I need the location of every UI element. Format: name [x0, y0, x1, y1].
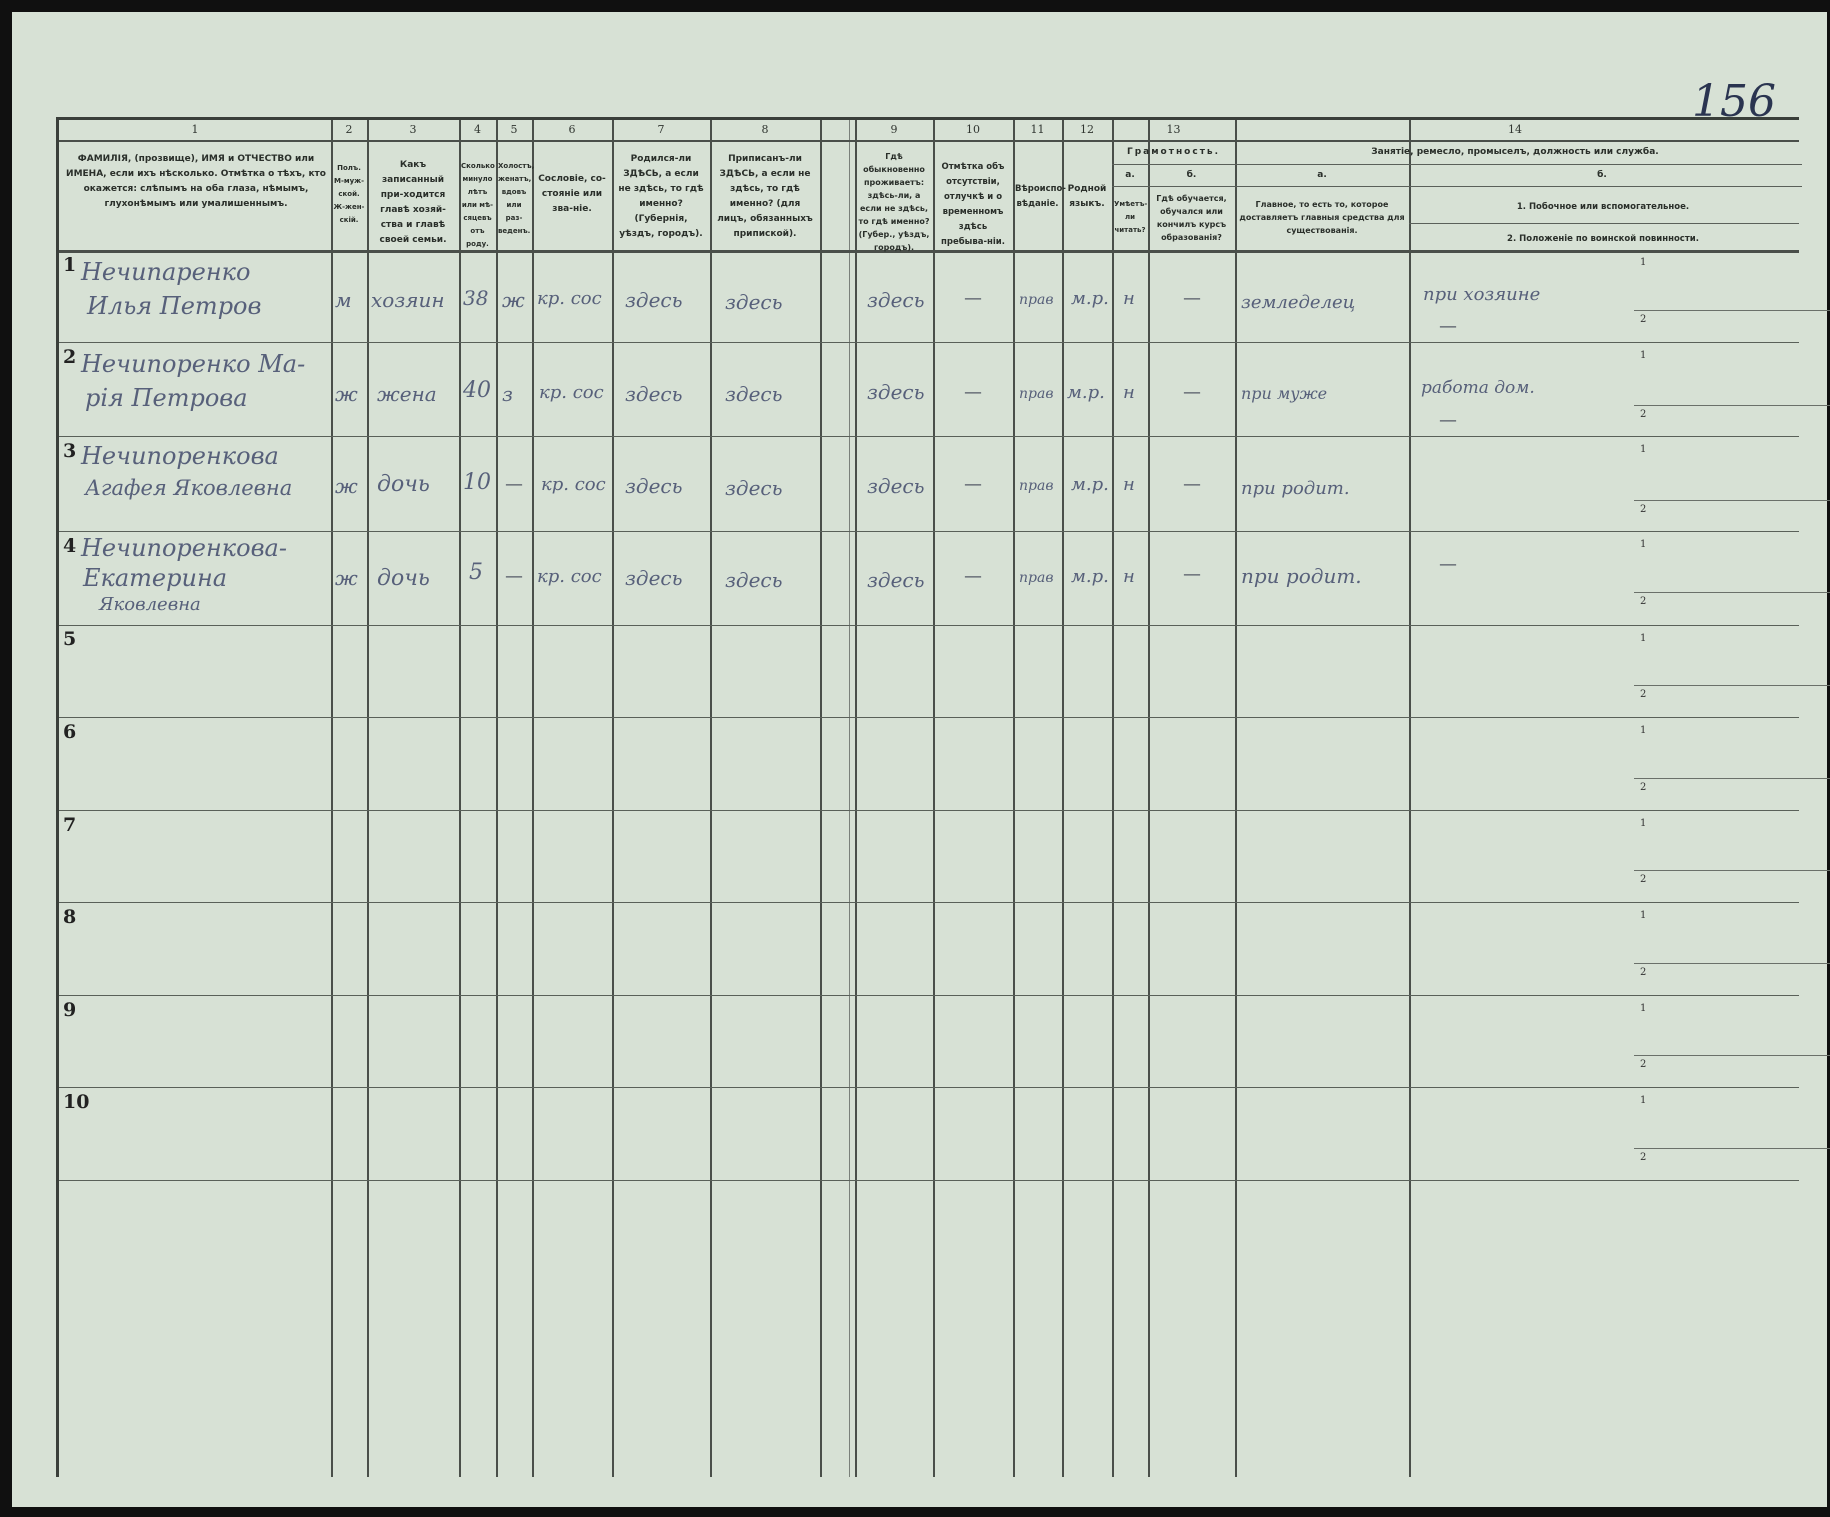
sub-row-label: 2	[1640, 782, 1647, 793]
entry-secondary-occupation: —	[1439, 554, 1457, 575]
entry-absence: —	[964, 474, 982, 495]
col-number-11: 11	[1030, 123, 1045, 136]
col-number-3: 3	[409, 123, 417, 136]
entry-literate: н	[1123, 474, 1135, 495]
header-resides: Гдѣ обыкновенно проживаетъ: здѣсь-ли, а если не здѣсь, то гдѣ именно? (Губер., уѣздъ, городъ).	[858, 152, 930, 252]
entry-sex: ж	[335, 382, 358, 406]
entry-marital: з	[502, 382, 513, 406]
col-number-10: 10	[966, 123, 980, 136]
entry-main-occupation: при муже	[1241, 384, 1328, 403]
entry-secondary-occupation: работа дом.	[1421, 378, 1535, 398]
header-military-status: 2. Положеніе по воинской повинности.	[1507, 234, 1699, 244]
header-literacy-b: б.	[1186, 170, 1197, 180]
sub-row-label: 2	[1640, 1152, 1647, 1163]
row-number: 9	[63, 999, 77, 1021]
entry-main-occupation: при родит.	[1241, 564, 1362, 588]
header-sex: Полъ. М-муж-ской. Ж-жен-скій.	[333, 164, 365, 224]
entry-name: Илья Петров	[87, 292, 262, 320]
col-number-14: 14	[1508, 123, 1522, 136]
census-sheet	[12, 12, 1827, 1507]
entry-education: —	[1183, 474, 1201, 495]
entry-name: Нечипоренкова	[81, 442, 279, 470]
entry-name: рія Петрова	[85, 384, 248, 412]
row-number: 8	[63, 906, 77, 928]
sub-row-label: 2	[1640, 967, 1647, 978]
entry-education: —	[1183, 382, 1201, 403]
entry-main-occupation: при родит.	[1241, 478, 1350, 499]
sub-row-label: 1	[1640, 444, 1647, 455]
col-number-6: 6	[568, 123, 576, 136]
entry-age: 10	[463, 470, 491, 495]
entry-sex: м	[335, 288, 352, 312]
entry-resides: здесь	[867, 474, 925, 498]
entry-ascribed: здесь	[725, 290, 783, 314]
entry-sex: ж	[335, 474, 358, 498]
col-number-1: 1	[191, 123, 199, 136]
entry-name: Нечипоренко Ма-	[81, 350, 306, 378]
entry-main-occupation: земледелец	[1241, 292, 1356, 313]
sub-row-label: 1	[1640, 257, 1647, 268]
entry-born: здесь	[625, 288, 683, 312]
sub-row-label: 1	[1640, 818, 1647, 829]
row-number: 2	[63, 346, 77, 368]
entry-absence: —	[964, 288, 982, 309]
entry-education: —	[1183, 288, 1201, 309]
header-marital: Холостъ, женатъ, вдовъ или раз-веденъ.	[498, 162, 535, 235]
header-born: Родился-ли ЗДѢСЬ, а если не здѣсь, то гдѣ именно? (Губернія, уѣздъ, городъ).	[618, 154, 704, 239]
entry-age: 40	[463, 378, 491, 403]
sub-row-label: 2	[1640, 314, 1647, 325]
header-secondary-occupation: 1. Побочное или вспомогательное.	[1516, 202, 1690, 212]
header-can-read: Умѣетъ-ли читать?	[1114, 200, 1148, 234]
entry-language: м.р.	[1071, 288, 1109, 309]
row-number: 1	[63, 254, 77, 276]
sub-row-label: 1	[1640, 725, 1647, 736]
entry-relation: жена	[377, 382, 437, 406]
entry-name: Нечипаренко	[81, 258, 251, 286]
entry-estate: кр. сос	[537, 566, 602, 587]
sub-row-label: 2	[1640, 504, 1647, 515]
entry-name: Нечипоренкова-	[81, 534, 287, 562]
entry-born: здесь	[625, 382, 683, 406]
row-number: 5	[63, 628, 77, 650]
entry-age: 5	[469, 560, 483, 585]
entry-sex: ж	[335, 566, 358, 590]
entry-marital: —	[505, 474, 523, 495]
row-number: 7	[63, 814, 77, 836]
header-age: Сколько минуло лѣтъ или мѣ-сяцевъ отъ роду.	[461, 162, 495, 248]
row-number: 3	[63, 440, 77, 462]
header-education: Гдѣ обучается, обучался или кончилъ курсъ образованія?	[1156, 194, 1227, 242]
entry-absence: —	[964, 382, 982, 403]
header-literacy: Грамотность.	[1126, 147, 1221, 157]
entry-name: Агафея Яковлевна	[85, 476, 293, 500]
entry-religion: прав	[1019, 292, 1054, 308]
entry-name: Яковлевна	[99, 594, 201, 615]
col-number-2: 2	[345, 123, 353, 136]
entry-literate: н	[1123, 382, 1135, 403]
entry-born: здесь	[625, 566, 683, 590]
header-literacy-a: а.	[1125, 170, 1135, 180]
row-number: 4	[63, 535, 77, 557]
entry-religion: прав	[1019, 386, 1054, 402]
header-relation: Какъ записанный при-ходится главѣ хозяй-ства и главѣ своей семьи.	[379, 160, 447, 245]
entry-estate: кр. сос	[541, 474, 606, 495]
entry-relation: дочь	[377, 566, 430, 591]
entry-religion: прав	[1019, 478, 1054, 494]
header-ascribed: Приписанъ-ли ЗДѢСЬ, а если не здѣсь, то гдѣ именно? (для лицъ, обязанныхъ припиской).	[717, 154, 813, 239]
col-number-4: 4	[474, 123, 481, 136]
header-occupation: Занятіе, ремесло, промыселъ, должность или служба.	[1371, 147, 1659, 157]
entry-literate: н	[1123, 288, 1135, 309]
col-number-5: 5	[510, 123, 518, 136]
entry-resides: здесь	[867, 568, 925, 592]
col-number-7: 7	[657, 123, 665, 136]
entry-relation: хозяин	[371, 288, 445, 312]
header-religion: Вѣроиспо-вѣданіе.	[1015, 184, 1066, 209]
entry-born: здесь	[625, 474, 683, 498]
entry-ascribed: здесь	[725, 382, 783, 406]
header-occupation-b: б.	[1597, 170, 1607, 180]
sub-row-label: 2	[1640, 874, 1647, 885]
entry-education: —	[1183, 564, 1201, 585]
header-language: Родной языкъ.	[1067, 184, 1107, 209]
sub-row-label: 2	[1640, 596, 1647, 607]
col-number-9: 9	[890, 123, 898, 136]
col-number-13: 13	[1166, 123, 1181, 136]
entry-age: 38	[463, 286, 489, 310]
entry-language: м.р.	[1071, 474, 1109, 495]
entry-military: —	[1439, 410, 1457, 431]
entry-ascribed: здесь	[725, 476, 783, 500]
header-name: ФАМИЛІЯ, (прозвище), ИМЯ и ОТЧЕСТВО или ИМЕНА, если ихъ нѣсколько. Отмѣтка о тѣхъ, кто окажется: слѣпымъ на оба глаза, нѣмымъ, глухонѣмымъ или умалишеннымъ.	[66, 154, 326, 209]
entry-resides: здесь	[867, 380, 925, 404]
row-number: 10	[63, 1091, 90, 1113]
sub-row-label: 1	[1640, 910, 1647, 921]
entry-language: м.р.	[1067, 382, 1105, 403]
entry-absence: —	[964, 566, 982, 587]
entry-marital: —	[505, 566, 523, 587]
page-number: 156	[1692, 76, 1776, 127]
header-absence: Отмѣтка объ отсутствіи, отлучкѣ и о временномъ здѣсь пребыва-ніи.	[941, 162, 1005, 247]
sub-row-label: 2	[1640, 689, 1647, 700]
sub-row-label: 1	[1640, 1095, 1647, 1106]
census-table	[56, 117, 1799, 1477]
entry-language: м.р.	[1071, 566, 1109, 587]
entry-estate: кр. сос	[539, 382, 604, 403]
entry-relation: дочь	[377, 472, 430, 497]
sub-row-label: 1	[1640, 350, 1647, 361]
entry-ascribed: здесь	[725, 568, 783, 592]
header-estate: Сословіе, со-стояніе или зва-ніе.	[538, 174, 606, 214]
entry-literate: н	[1123, 566, 1135, 587]
sub-row-label: 2	[1640, 1059, 1647, 1070]
entry-religion: прав	[1019, 570, 1054, 586]
sub-row-label: 1	[1640, 1003, 1647, 1014]
entry-name: Екатерина	[83, 564, 228, 592]
entry-resides: здесь	[867, 288, 925, 312]
entry-marital: ж	[502, 288, 525, 312]
entry-estate: кр. сос	[537, 288, 602, 309]
col-number-8: 8	[761, 123, 769, 136]
entry-military: —	[1439, 316, 1457, 337]
sub-row-label: 2	[1640, 409, 1647, 420]
entry-secondary-occupation: при хозяине	[1423, 284, 1541, 305]
sub-row-label: 1	[1640, 539, 1647, 550]
row-number: 6	[63, 721, 77, 743]
sub-row-label: 1	[1640, 633, 1647, 644]
header-main-occupation: Главное, то есть то, которое доставляетъ главныя средства для существованія.	[1239, 200, 1405, 235]
header-occupation-a: а.	[1317, 170, 1327, 180]
col-number-12: 12	[1080, 123, 1094, 136]
